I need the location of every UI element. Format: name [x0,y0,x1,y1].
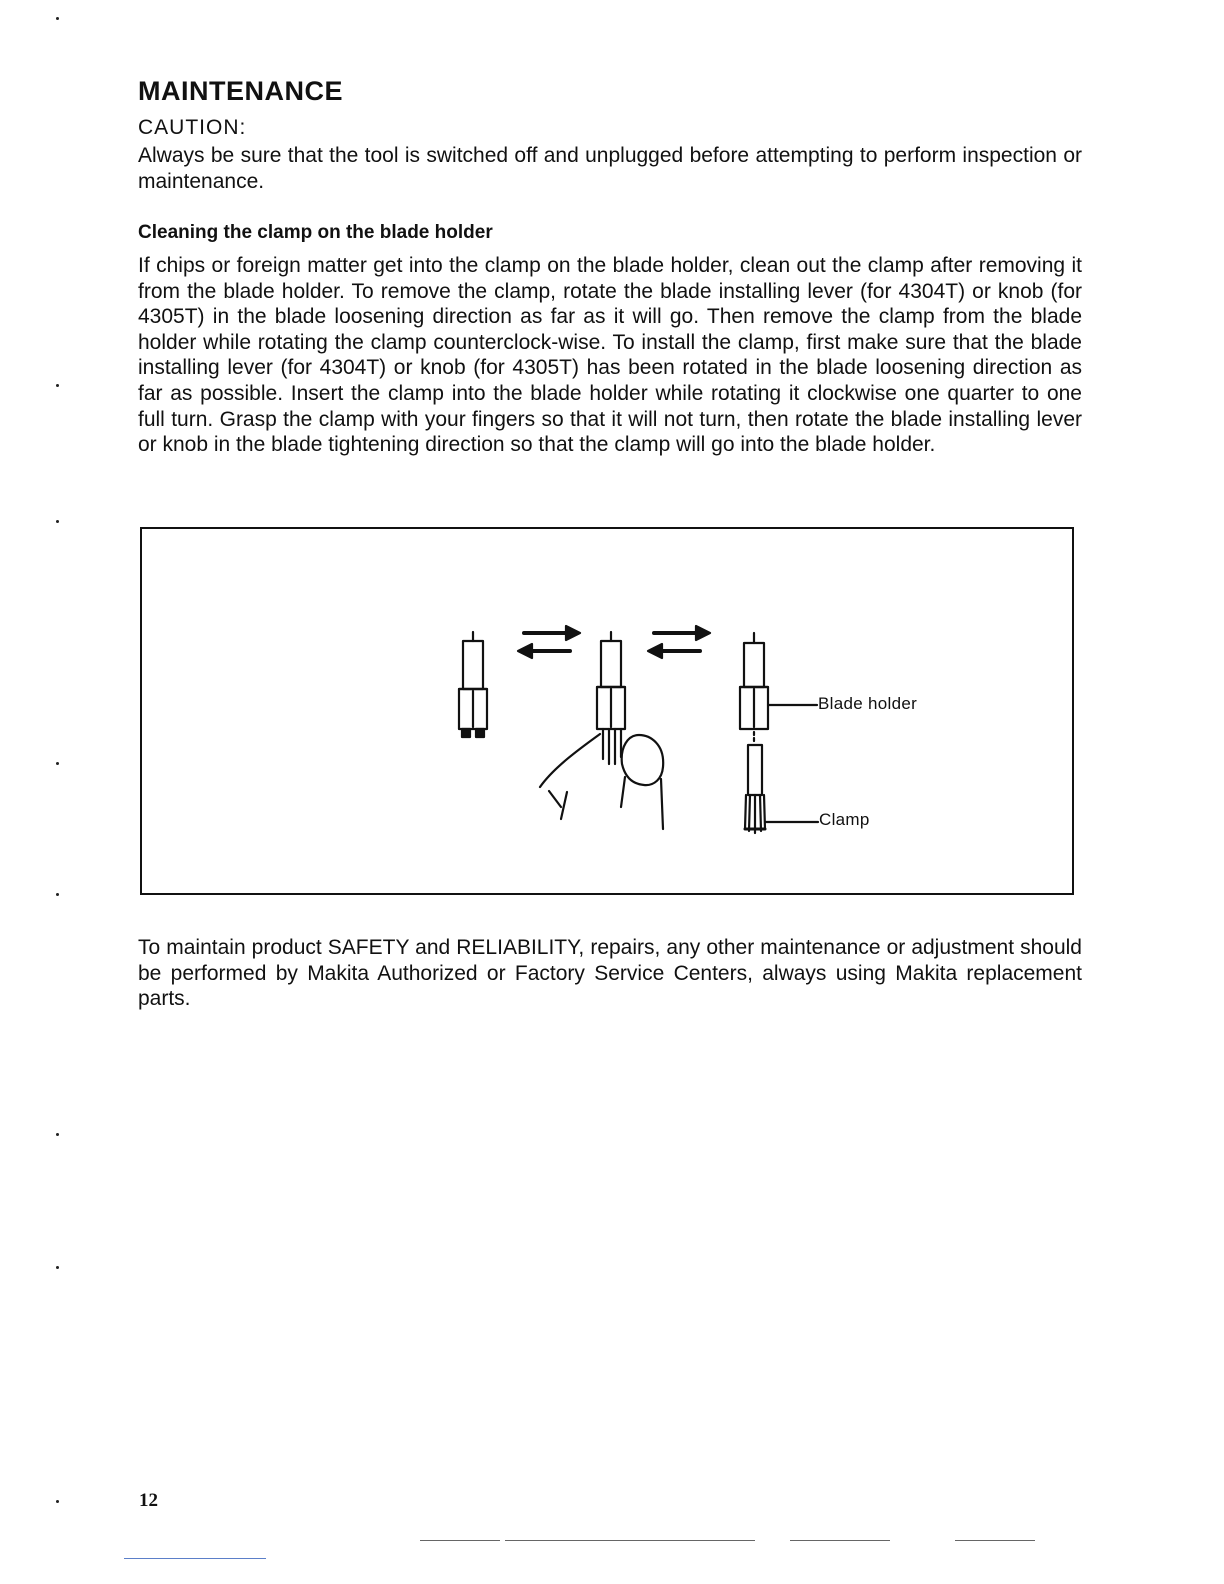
body-text: If chips or foreign matter get into the clamp on the blade holder, clean out the clamp after removing it from the blade holder. To remove the clamp, rotate the blade installing lever (for 4304T) or knob (for 4305T) in the blade loosening direction as far as it will go. Then remove the clamp from the blade holder while rotating the clamp counterclock-wise. To install the clamp, first make sure that the blade installing lever (for 4304T) or knob (for 4305T) has been rotated in the blade loosening direction as far as possible. Insert the clamp into the blade holder while rotating it clockwise one quarter to one full turn. Grasp the clamp with your fingers so that it will not turn, then rotate the blade installing lever or knob in the blade tightening direction so that the clamp will go into the blade holder. [138,254,1082,457]
scan-dash [955,1540,1035,1541]
section-heading: Cleaning the clamp on the blade holder [138,222,493,243]
clamp-label: Clamp [819,810,870,829]
clamp-part [745,745,818,833]
scan-speck [56,17,59,20]
clamp-illustration [140,527,1074,895]
blade-holder-separated [740,633,817,741]
scan-dash [420,1540,500,1541]
caution-text: Always be sure that the tool is switched off and unplugged before attempting to perform inspection or maintenance. [138,144,1082,193]
scan-speck [56,520,59,523]
blade-holder-assembled-1 [459,632,487,737]
scan-speck [56,1500,59,1503]
scan-speck [56,893,59,896]
page-number: 12 [139,1490,158,1511]
scan-speck [56,1133,59,1136]
scan-speck [56,384,59,387]
footer-rule [124,1558,266,1559]
caution-label: CAUTION: [138,116,247,139]
blade-holder-label: Blade holder [818,694,918,713]
scan-speck [56,1266,59,1269]
blade-holder-with-fingers [540,632,663,829]
scan-speck [56,762,59,765]
direction-arrows-1 [518,626,580,658]
page-title: MAINTENANCE [138,76,343,106]
scan-dash [505,1540,755,1541]
closing-text: To maintain product SAFETY and RELIABILITY, repairs, any other maintenance or adjustment should be performed by Makita Authorized or Factory Service Centers, always using Makita replacement parts. [138,936,1082,1011]
scan-dash [790,1540,890,1541]
direction-arrows-2 [648,626,710,658]
clamp-drawing [142,529,1072,893]
